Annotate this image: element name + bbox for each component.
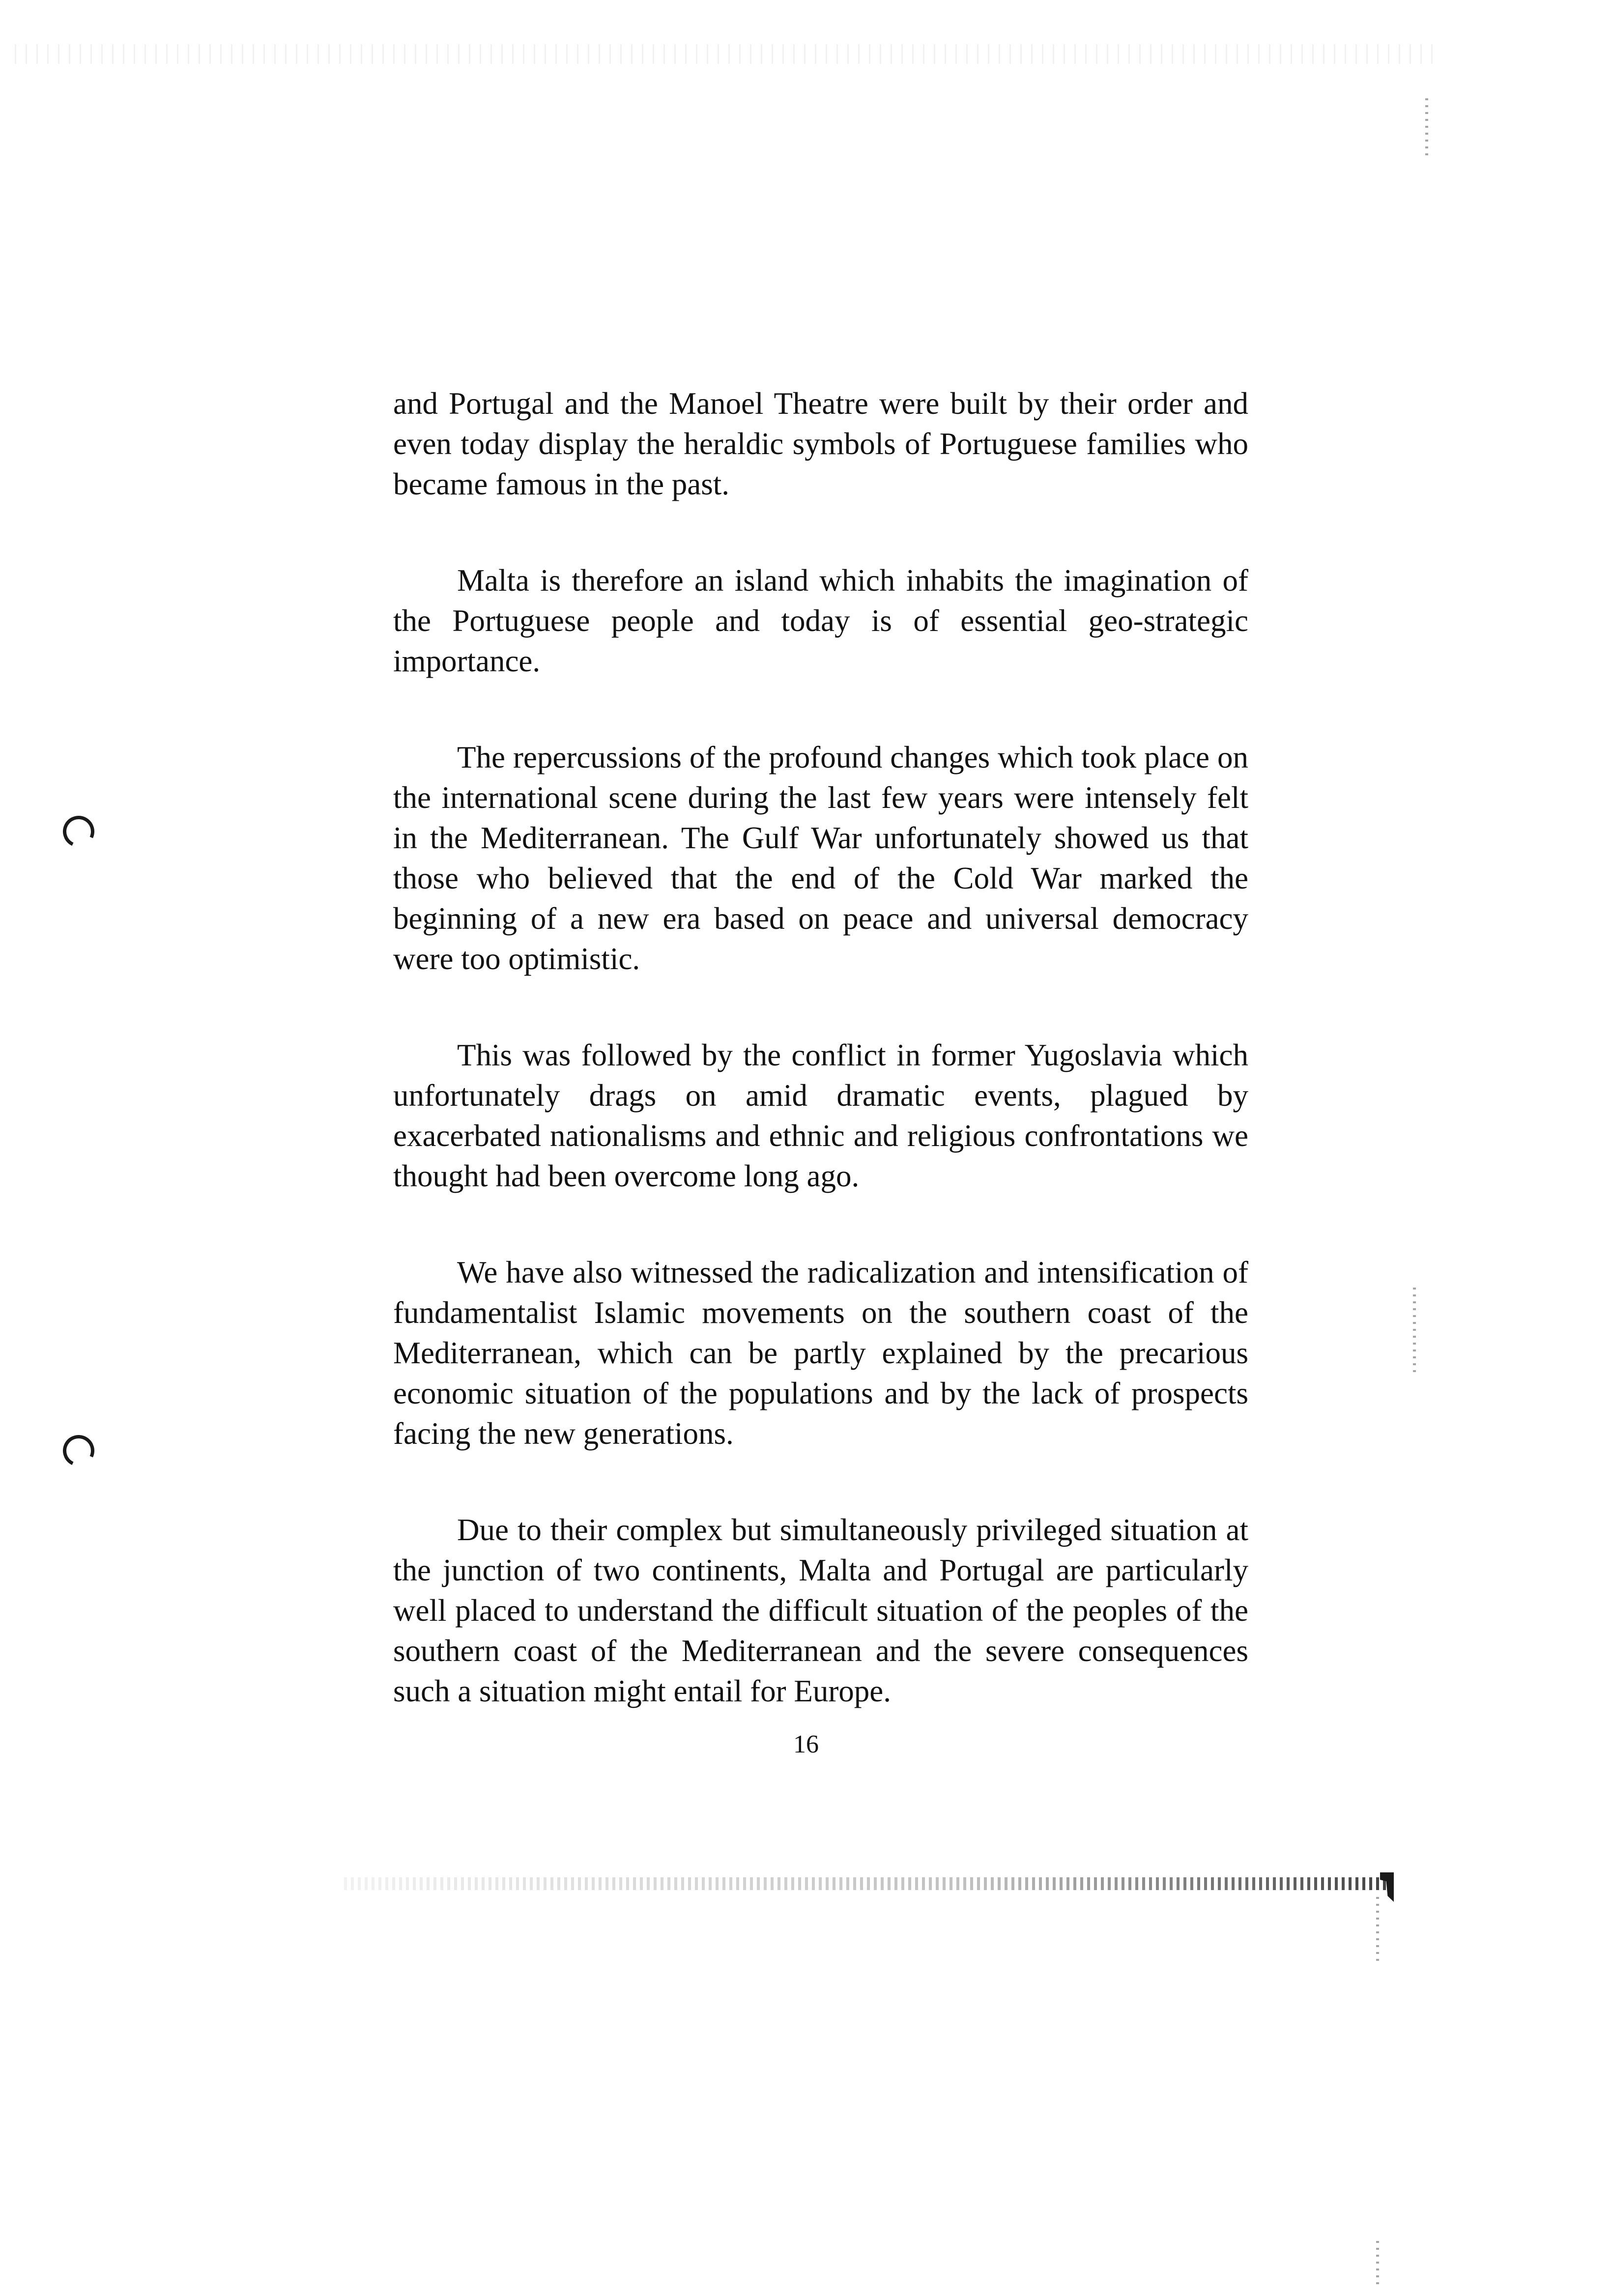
paragraph: Due to their complex but simultaneously privileged situation at the junction of two continents, Malta and Portugal are particularly well placed to understand the difficult situation of the peoples of the southern coast of the Mediterranean and the severe consequences such a situation might entail for Europe. bbox=[393, 1513, 1248, 1708]
body-text bbox=[393, 383, 1248, 1767]
paragraph: and Portugal and the Manoel Theatre were built by their order and even today display the heraldic symbols of Portuguese families who became famous in the past. bbox=[393, 386, 1248, 501]
scan-artifact-margin bbox=[1413, 1288, 1416, 1376]
scan-artifact-bottom bbox=[344, 1877, 1396, 1890]
paragraph: The repercussions of the profound changes which took place on the international scene during the last few years were intensely felt in the Mediterranean. The Gulf War unfortunately showed us that those who believed that the end of the Cold War marked the beginning of a new era based on peace and universal democracy were too optimistic. bbox=[393, 740, 1248, 976]
scan-artifact-margin bbox=[1425, 98, 1428, 157]
paragraph: We have also witnessed the radicalization and intensification of fundamentalist Islamic movements on the southern coast of the Mediterranean, which can be partly explained by the precarious economic situation of the populations and by the lack of prospects facing the new generations. bbox=[393, 1255, 1248, 1451]
scan-artifact-margin bbox=[1376, 1897, 1379, 1966]
punch-hole-icon bbox=[58, 811, 99, 852]
page-number: 16 bbox=[793, 1730, 819, 1758]
paragraph: Malta is therefore an island which inhabits the imagination of the Portuguese people and today is of essential geo-strategic importance. bbox=[393, 563, 1248, 678]
scan-artifact-margin bbox=[1376, 2241, 1379, 2285]
scan-artifact-top bbox=[15, 44, 1440, 64]
punch-hole-icon bbox=[58, 1431, 99, 1471]
paragraph: This was followed by the conflict in former Yugoslavia which unfortunately drags on amid dramatic events, plagued by exacerbated nationalisms and ethnic and religious confrontations we thought had been overcome long ago. bbox=[393, 1038, 1248, 1193]
